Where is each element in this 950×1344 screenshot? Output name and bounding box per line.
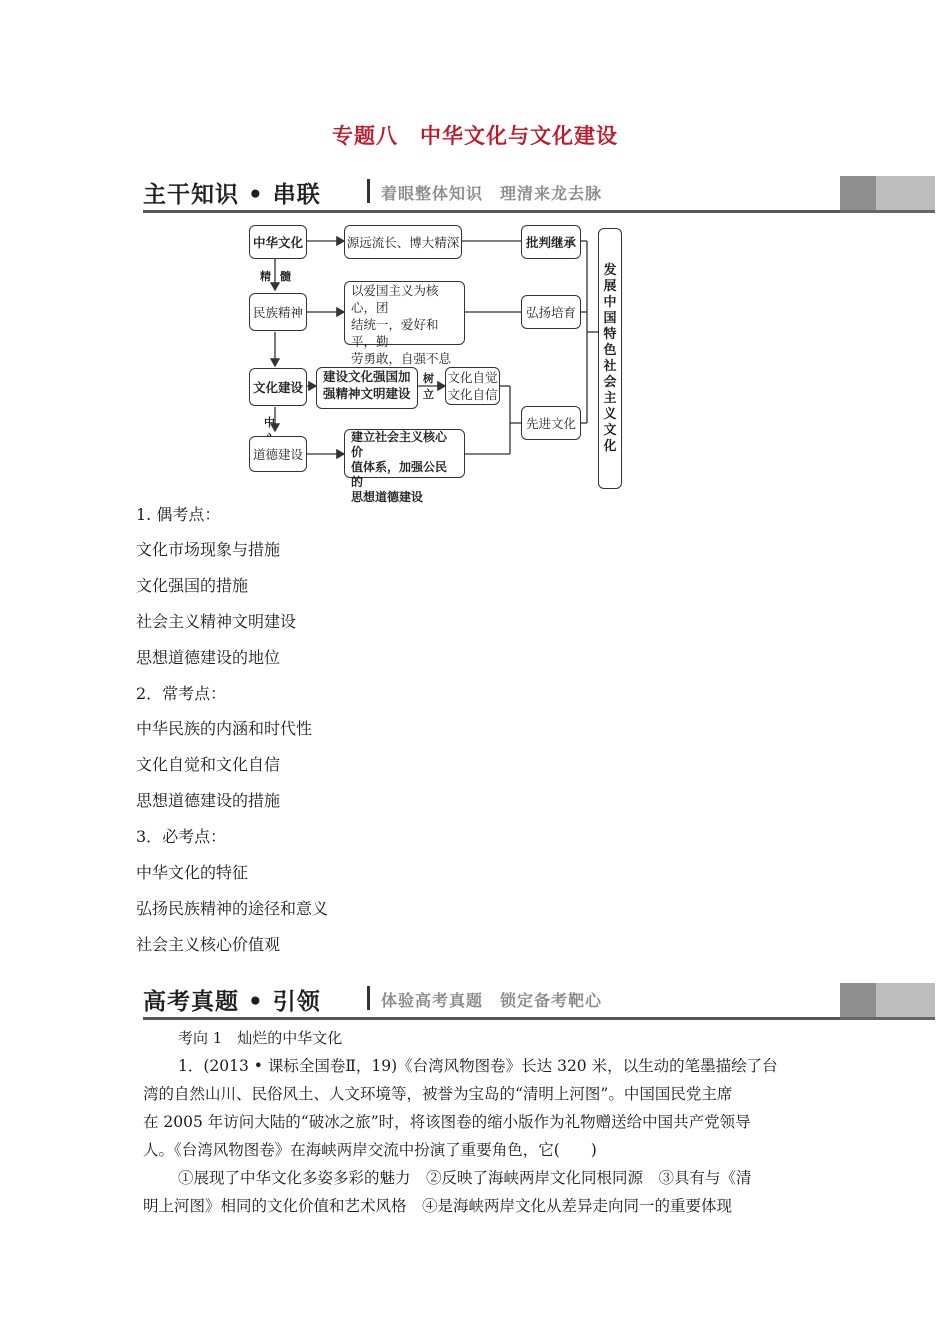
banner-gray-block-dark [840, 983, 876, 1017]
occasional-points-title: 1. 偶考点： [136, 505, 221, 524]
list-item: 中华文化的特征 [136, 863, 249, 882]
vert-char: 展 [603, 278, 617, 294]
question-line-2: 湾的自然山川、民俗风土、人文环境等，被誉为宝岛的“清明上河图”。中国国民党主席 [143, 1085, 733, 1103]
edge-label-essence-1: 精 [260, 270, 271, 283]
list-item: 文化市场现象与措施 [136, 540, 281, 559]
node-patriotism-line1: 以爱国主义为核心，团 [351, 283, 439, 315]
node-chinese-culture: 中华文化 [249, 225, 307, 259]
vert-char: 化 [603, 438, 617, 454]
banner-gray-block-light [876, 983, 935, 1017]
vert-char: 文 [603, 422, 617, 438]
question-options-line-1: ①展现了中华文化多姿多彩的魅力 ②反映了海峡两岸文化同根同源 ③具有与《清 [178, 1169, 752, 1187]
vert-char: 色 [603, 342, 617, 358]
list-item: 社会主义核心价值观 [136, 935, 281, 954]
vert-char: 社 [603, 358, 617, 374]
node-moral-construction: 道德建设 [249, 436, 307, 472]
section-banner-exam-questions [143, 983, 935, 1019]
list-item: 思想道德建设的措施 [136, 791, 281, 810]
vert-char: 发 [603, 262, 617, 278]
node-cultural-power-line2: 强精神文明建设 [323, 386, 411, 401]
node-cultural-power-line1: 建设文化强国加 [323, 369, 411, 384]
banner-gray-block-light [876, 176, 935, 210]
edge-label-establish: 树立 [423, 372, 434, 401]
banner-rule-right [840, 210, 935, 213]
node-patriotism-core [344, 281, 465, 366]
vert-char: 特 [603, 326, 617, 342]
question-line-4: 人。《台湾风物图卷》在海峡两岸交流中扮演了重要角色，它( ) [143, 1141, 597, 1159]
list-item: 弘扬民族精神的途径和意义 [136, 899, 329, 918]
node-cultural-construction: 文化建设 [249, 368, 307, 406]
node-critical-inheritance: 批判继承 [521, 225, 581, 259]
vert-char: 主 [603, 390, 617, 406]
list-item: 文化强国的措施 [136, 576, 249, 595]
banner-rule-right [840, 1017, 935, 1020]
node-confidence-line1: 文化自觉 [447, 370, 498, 385]
banner-separator [367, 179, 370, 203]
page-title: 专题八 中华文化与文化建设 [332, 124, 618, 148]
node-confidence-line2: 文化自信 [447, 387, 498, 402]
list-item: 思想道德建设的地位 [136, 648, 281, 667]
section-heading: 主干知识 • 串联 [143, 182, 321, 208]
node-promote-cultivate: 弘扬培育 [521, 295, 581, 329]
node-patriotism-line2: 结统一，爱好和平，勤 [351, 317, 439, 349]
question-options-line-2: 明上河图》相同的文化价值和艺术风格 ④是海峡两岸文化从差异走向同一的重要体现 [143, 1197, 733, 1215]
edge-label-essence-2: 髓 [280, 270, 291, 283]
node-core-values [344, 429, 465, 504]
banner-separator [367, 986, 370, 1010]
vert-char: 国 [603, 310, 617, 326]
edge-label-center: 中 [264, 416, 275, 429]
section-subheading: 体验高考真题 锁定备考靶心 [381, 991, 603, 1010]
vert-char: 中 [603, 294, 617, 310]
node-core-values-line2: 值体系，加强公民的 [351, 460, 448, 489]
node-advanced-culture: 先进文化 [521, 406, 581, 440]
frequent-points-title: 2．常考点： [136, 684, 227, 703]
section-banner-main-knowledge [143, 176, 935, 212]
required-points-title: 3．必考点： [136, 827, 227, 846]
node-cultural-power [316, 367, 418, 409]
node-cultural-confidence [445, 367, 500, 405]
node-core-values-line3: 思想道德建设 [351, 490, 424, 504]
vert-char: 义 [603, 406, 617, 422]
node-long-history: 源远流长、博大精深 [344, 225, 462, 259]
section-heading: 高考真题 • 引领 [143, 989, 321, 1015]
list-item: 社会主义精神文明建设 [136, 612, 297, 631]
banner-rule [143, 210, 843, 213]
node-national-spirit: 民族精神 [249, 293, 307, 331]
banner-gray-block-dark [840, 176, 876, 210]
section-subheading: 着眼整体知识 理清来龙去脉 [381, 184, 603, 203]
question-line-1: 1．(2013 • 课标全国卷Ⅱ，19)《台湾风物图卷》长达 320 米，以生动的笔墨描绘了台 [178, 1057, 778, 1075]
node-core-values-line1: 建立社会主义核心价 [351, 430, 448, 459]
banner-rule [143, 1017, 843, 1020]
exam-direction: 考向 1 灿烂的中华文化 [178, 1029, 343, 1047]
vert-char: 会 [603, 374, 617, 390]
node-socialist-culture [598, 228, 622, 489]
node-patriotism-line3: 劳勇敢，自强不息 [351, 351, 452, 366]
list-item: 中华民族的内涵和时代性 [136, 719, 313, 738]
question-line-3: 在 2005 年访问大陆的“破冰之旅”时，将该图卷的缩小版作为礼物赠送给中国共产党领导 [143, 1113, 751, 1131]
list-item: 文化自觉和文化自信 [136, 755, 281, 774]
